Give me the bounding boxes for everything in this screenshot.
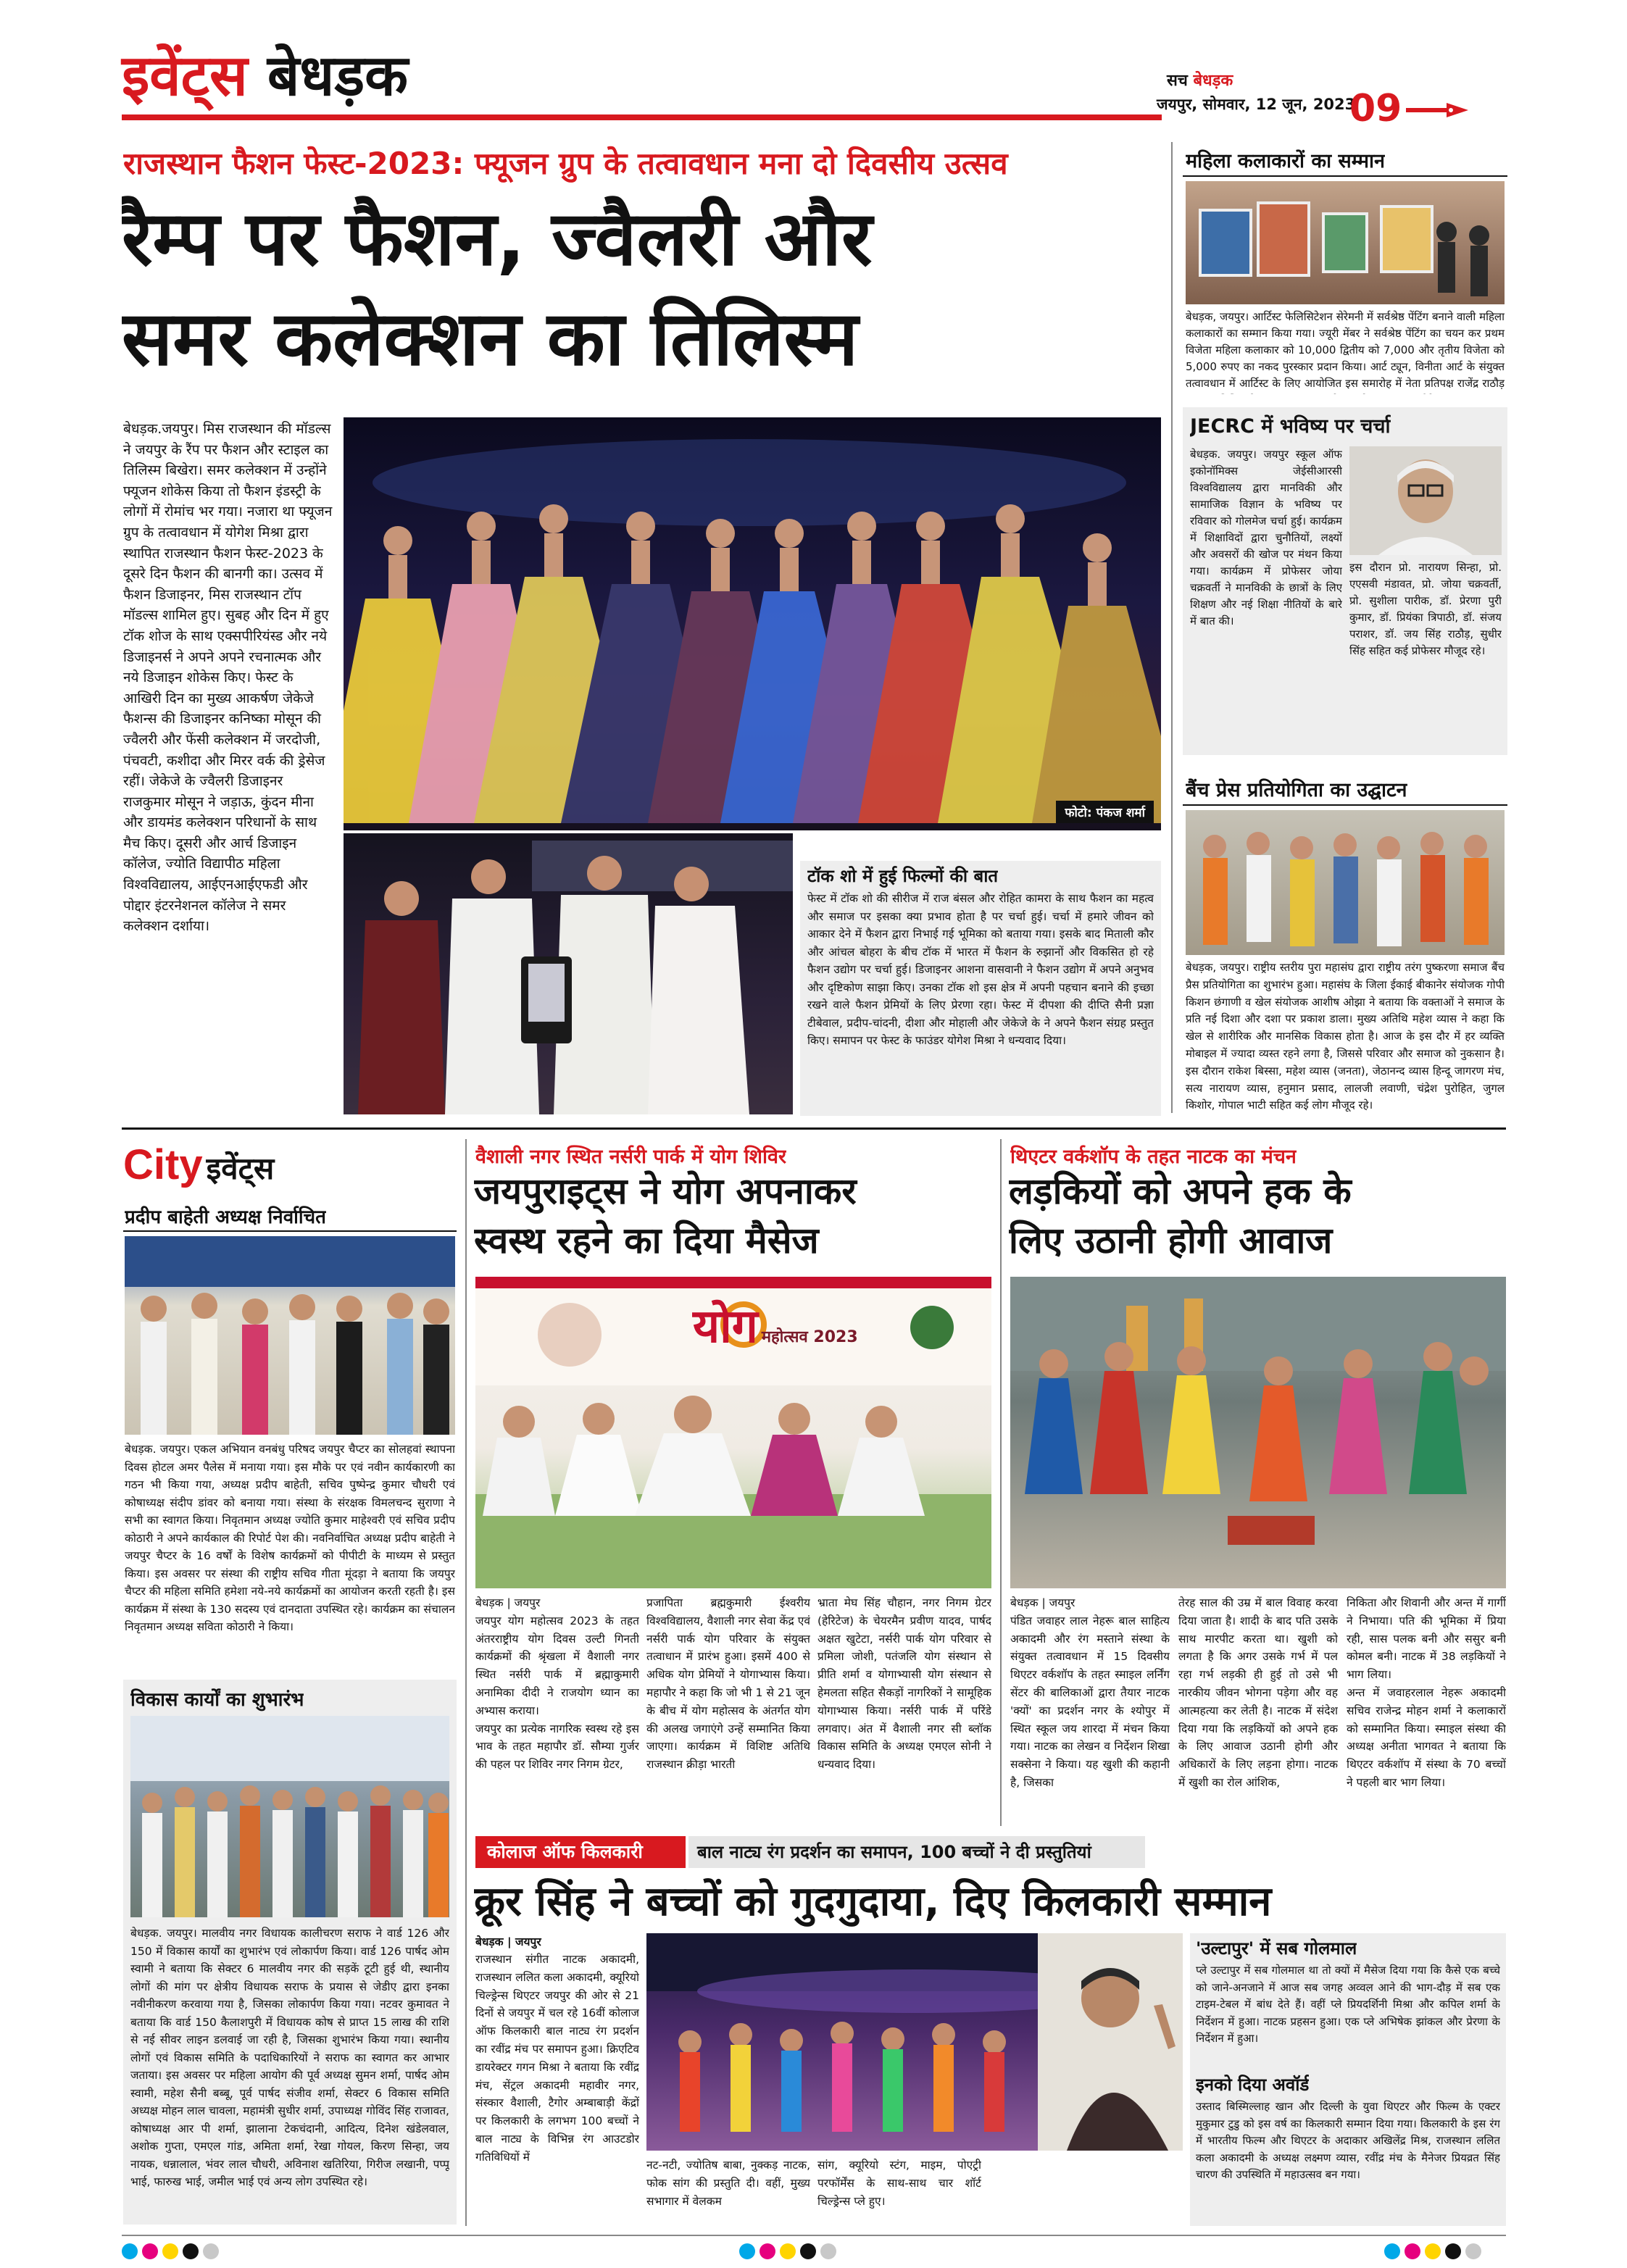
brand-events: इवेंट्स — [122, 43, 248, 109]
heading-rule — [123, 1230, 457, 1232]
cyan-dot — [1384, 2243, 1400, 2259]
theatre-col-3: निकिता और शिवानी और अन्त में गार्गी ने निभाया। पति की भूमिका में प्रिया रही, सास पलक बनी और ससुर बनी कोमल बनी। नाटक में 38 लड़कियों ने भाग लिया। अन्त में जवाहरलाल नेहरू अकादमी सचिव राजेन्द्र मोहन शर्मा ने कलाकारों को सम्मानित किया। स्माइल संस्था की अध्यक्ष अनीता भागवत ने बताया कि थिएटर वर्कशॉप में संस्था के 70 बच्चों ने पहली बार भाग लिया। — [1347, 1596, 1506, 1789]
kilkari-col-2: नट-नटी, ज्योतिष बाबा, नुक्कड़ नाटक, फोक सांग की प्रस्तुति दी। वहीं, मुख्य सभागार में वेलकम — [646, 2159, 810, 2208]
award-stage-illustration — [344, 833, 793, 1114]
city-story2-body: बेधड़क. जयपुर। मालवीय नगर विधायक कालीचरण सराफ ने वार्ड 126 और 150 में विकास कार्यों का शुभारंभ एवं लोकार्पण किया। वार्ड 126 पार्षद ओम स्वामी ने बताया कि सेक्टर 6 मालवीय नगर की सड़कें टूटी हुई थी, स्थानीय लोगों की मांग पर क्षेत्रीय विधायक सराफ के प्रयास से जेडीए द्वारा इनका नवीनीकरण करवाया गया है, जिसका लोकार्पण किया गया। नटवर कुमावत ने बताया कि वार्ड 150 कैलाशपुरी में विधायक कोष से प्राप्त 15 लाख की राशि से नई सीवर लाइन डलवाई जा रही है, जिसका शुभारंभ किया गया। स्थानीय लोगों एवं विकास समिति के पदाधिकारियों ने सराफ का स्वागत कर आभार जताया। इस अवसर पर महिला आयोग की पूर्व अध्यक्ष सुमन शर्मा, पार्षद ओम स्वामी, महेश सैनी बब्बू, पूर्व पार्षद संजीव शर्मा, सेक्टर 6 विकास समिति अध्यक्ष मोहन लाल चावला, महामंत्री सुधीर शर्मा, उपाध्यक्ष गोविंद सिंह राजावत, कोषाध्यक्ष आर पी शर्मा, झालाना टेकचंदानी, आदित्य, दिनेश खंडेलवाल, अशोक गुप्ता, एमएल गांड, अमिता शर्मा, रेखा गोयल, किरण सिन्हा, जय नायक, धन्नालाल, भंवर लाल चौधरी, अविनाश खतिरिया, गिरीज लखानी, पप्पू भाई, फारुख भाई, जमील भाई एवं अन्य लोग उपस्थित रहे। — [130, 1927, 449, 2188]
kilkari-dateline: बेधड़क | जयपुर — [475, 1935, 541, 1948]
lead-body: बेधड़क.जयपुर। मिस राजस्थान की मॉडल्स ने जयपुर के रैंप पर फैशन और स्टाइल का तिलिस्म बिखेरा। समर कलेक्शन में उन्होंने फ्यूजन शोकेस किया तो फैशन इंडस्ट्री के लोगों में रोमांच भर गया। नजारा था फ्यूजन ग्रुप के तत्वावधान में योगेश मिश्रा द्वारा स्थापित राजस्थान फैशन फेस्ट-2023 के दूसरे दिन फैशन की बानगी का। उत्सव में फैशन डिजाइनर, मिस राजस्थान टॉप मॉडल्स शामिल हुए। सुबह और दिन में हुए टॉक शोज के साथ एक्सपीरियंस्ड और नये डिजाइनर्स ने अपने अपने रचनात्मक और नये डिजाइन शोकेस किए। फेस्ट के आखिरी दिन का मुख्य आकर्षण जेकेजे फैशन्स की डिजाइनर कनिष्का मोसून की ज्वैलरी और फेंसी कलेक्शन में जरदोजी, पंचवटी, कशीदा और मिरर वर्क की ड्रेसेज रहीं। जेकेजे के ज्वैलरी डिजाइनर राजकुमार मोसून ने जड़ाऊ, कुंदन मीना और डायमंड कलेक्शन परिधानों के साथ मैच किए। दूसरी और आर्च डिजाइन कॉलेज, ज्योति विद्यापीठ महिला विश्वविद्यालय, आईएनआईएफडी और पोद्दार इंटरनेशनल कॉलेज ने समर कलेक्शन दर्शाया। — [123, 421, 333, 935]
magenta-dot — [760, 2243, 775, 2259]
award-heading: इनको दिया अवॉर्ड — [1196, 2075, 1310, 2095]
talk-show-heading: टॉक शो में हुई फिल्मों की बात — [807, 866, 999, 886]
cyan-dot — [739, 2243, 755, 2259]
talk-show-body: फेस्ट में टॉक शो की सीरीज में राज बंसल और रोहित कामरा के साथ फैशन का महत्व और समाज पर इसका क्या प्रभाव होता है पर चर्चा हुई। चर्चा में हमारे जीवन को आकार देने में फैशन द्वारा निभाई गई भूमिका को बताया गया। इसके बाद मिताली कौर और आंचल बोहरा के बीच टॉक में भारत में फैशन के रुझानों और विकसित हो रहे फैशन उद्योग पर चर्चा हुई। डिजाइनर आशना वासवानी ने फैशन उद्योग में अपने अनुभव और दृष्टिकोण साझा किए। उनका टॉक शो इस क्षेत्र में अपनी पहचान बनाने की इच्छा रखने वाले फैशन प्रेमियों के लिए प्रेरणा रहा। फेस्ट में दीपशा की दीप्ति सैनी प्रज्ञा टीबेवाल, प्रदीप-चांदनी, दीशा और मोहाली और जेकेजे के ने अपने फैशन संग्रह प्रस्तुत किए। समापन पर फेस्ट के फाउंडर योगेश मिश्रा ने धन्यवाद दिया। — [807, 892, 1154, 1047]
group-photo-illustration — [125, 1236, 455, 1435]
ekal-abhiyan-photo — [125, 1236, 455, 1435]
registration-marks-center — [739, 2243, 841, 2262]
talk-show-box — [800, 861, 1161, 1116]
city-events-logo — [123, 1141, 274, 1189]
page-number: 09 — [1349, 87, 1402, 130]
magenta-dot — [142, 2243, 158, 2259]
art-exhibition-illustration — [1186, 181, 1505, 304]
theatre-col-2: तेरह साल की उम्र में बाल विवाह करवा दिया जाता है। शादी के बाद पति उसके साथ मारपीट करता था। खुशी को लगता है कि अगर उसके गर्भ में पल रहा गर्भ लड़की ही हुई तो उसे भी नारकीय जीवन भोगना पड़ेगा और वह आत्महत्या कर लेती है। नाटक में संदेश दिया गया कि लड़कियों को अपने हक के लिए आवाज उठानी होगी और अधिकारों के लिए लड़ना होगा। नाटक में खुशी का रोल आंशिक, — [1178, 1596, 1338, 1789]
bench-press-heading: बैंच प्रेस प्रतियोगिता का उद्घाटन — [1186, 779, 1407, 801]
yoga-camp-photo — [475, 1277, 991, 1588]
city-story1-body: बेधड़क. जयपुर। एकल अभियान वनबंधु परिषद जयपुर चैप्टर का सोलहवां स्थापना दिवस होटल अमर पैलेस में मनाया गया। इस मौके पर एवं नवीन कार्यकारणी का गठन भी किया गया, अध्यक्ष प्रदीप बाहेती, सचिव पुष्पेन्द्र कुमार चौधरी एवं कोषाध्यक्ष संदीप डांवर को बनाया गया। संस्था के संरक्षक विमलचन्द सुराणा ने सभी का स्वागत किया। निवृतमान अध्यक्ष ज्योति कुमार माहेश्वरी एवं सचिव प्रदीप कोठारी ने अपने कार्यकाल की रिपोर्ट पेश की। नवनिर्वाचित अध्यक्ष प्रदीप बाहेती ने जयपुर चैप्टर के 16 वर्षों के विशेष कार्यक्रमों को पीपीटी के माध्यम से प्रस्तुत किया। इस अवसर पर संस्था की राष्ट्रीय सचिव गीता मूंदड़ा ने बताया कि जयपुर चैप्टर की महिला समिति हमेशा नये-नये कार्यक्रमों का आयोजन करती रहती है। इस कार्यक्रम में संस्था के 130 सदस्य एवं दानदाता उपस्थित रहे। कार्यक्रम का संचालन निवृतमान अध्यक्ष सविता कोठारी ने किया। — [125, 1443, 455, 1633]
horizontal-divider-1 — [122, 1127, 1506, 1130]
section-brand — [122, 43, 408, 109]
bench-press-body: बेधड़क, जयपुर। राष्ट्रीय स्तरीय पुरा महासंघ द्वारा राष्ट्रीय तरंग पुष्करणा समाज बैंच प्रैस प्रतियोगिता का शुभारंभ हुआ। महासंघ के जिला ईकाई बीकानेर संयोजक गोपी किशन छंगाणी व खेल संयोजक आशीष ओझा ने बताया कि वक्ताओं ने समाज के प्रति नई दिशा और दशा पर प्रकाश डाला। मुख्य अतिथि महेश व्यास ने कहा कि खेल से शारीरिक और मानसिक विकास होता है। आज के इस दौर में हर व्यक्ति मोबाइल में ज्यादा व्यस्त रहने लगा है, जिससे परिवार और समाज को नुकसान है। इस दौरान राकेश बिस्सा, महेश व्यास (जनता), जेठानन्द व्यास हिन्दू जागरण मंच, सत्य नारायण व्यास, हनुमान प्रसाद, लालजी लवाणी, चंद्रेश पुरोहित, जुगल किशोर, गोपाल भाटी सहित कई लोग मौजूद रहे। — [1186, 961, 1505, 1112]
magenta-dot — [1405, 2243, 1420, 2259]
masthead — [0, 0, 1627, 130]
fashion-ramp-illustration — [344, 417, 1161, 830]
theatre-play-photo — [1010, 1277, 1506, 1588]
ultapur-body: प्ले उल्टापुर में सब गोलमाल था तो क्यों में मैसेज दिया गया कि कैसे एक बच्चे को जाने-अनजाने में आज सब जगह अव्वल आने की भाग-दौड़ में सब एक टाइम-टेबल में बांध देते हैं। वहीं प्ले प्रियदर्शिनी मिश्रा और कपिल शर्मा के निर्देशन में हुआ। नाटक प्रहसन हुआ। एक प्ले अभिषेक झांकल और प्रेरणा के निर्देशन में हुआ। — [1196, 1964, 1500, 2046]
dateline: जयपुर, सोमवार, 12 जून, 2023 — [1157, 96, 1356, 113]
portrait-illustration — [1349, 446, 1502, 555]
masthead-rule — [122, 114, 1162, 120]
city-story1-heading: प्रदीप बाहेती अध्यक्ष निर्वाचित — [125, 1206, 326, 1228]
kilkari-tag: कोलाज ऑफ किलकारी — [475, 1836, 686, 1868]
black-dot — [183, 2243, 199, 2259]
jecrc-box — [1183, 407, 1507, 755]
yoga-theatre-divider — [1000, 1139, 1002, 1826]
cyan-dot — [122, 2243, 138, 2259]
grey-dot — [1465, 2243, 1481, 2259]
yoga-headline: जयपुराइट्स ने योग अपनाकर स्वस्थ रहने का दिया मैसेज — [474, 1170, 857, 1262]
yoga-col-2: प्रजापिता ब्रह्मकुमारी ईश्वरीय विश्वविद्यालय, वैशाली नगर सेवा केंद्र एवं नर्सरी पार्क योग परिवार के संयुक्त तत्वाधान में प्रारंभ हुआ। इसमें 400 से अधिक योग प्रेमियों ने योगाभ्यास किया। महापौर ने कहा कि जो भी 1 से 21 जून के बीच में योग महोत्सव के अंतर्गत योग की अलख जगाएंगे उन्हें सम्मानित किया जाएगा। कार्यक्रम में विशिष्ट अतिथि राजस्थान क्रीड़ा भारती — [646, 1596, 810, 1772]
footer-rule — [122, 2235, 1506, 2236]
bench-press-box — [1183, 770, 1507, 1116]
lead-headline: रैम्प पर फैशन, ज्वैलरी और समर कलेक्शन का तिलिस्म — [122, 194, 873, 383]
theatre-kicker: थिएटर वर्कशॉप के तहत नाटक का मंचन — [1010, 1146, 1297, 1168]
kilkari-kicker: बाल नाट्य रंग प्रदर्शन का समापन, 100 बच्चों ने दी प्रस्तुतियां — [688, 1836, 1145, 1868]
yellow-dot — [1425, 2243, 1441, 2259]
award-stage-photo — [344, 833, 793, 1114]
vikas-karya-photo — [130, 1716, 449, 1917]
theatre-headline: लड़कियों को अपने हक के लिए उठानी होगी आवाज — [1009, 1170, 1352, 1262]
brand-bedhadak: बेधड़क — [267, 43, 409, 109]
photo-credit: फोटो: पंकज शर्मा — [1056, 801, 1154, 823]
yellow-dot — [780, 2243, 796, 2259]
jecrc-body: बेधड़क. जयपुर। जयपुर स्कूल ऑफ इकोनॉमिक्स जेईसीआरसी विश्वविद्यालय द्वारा मानविकी और सामाजिक विज्ञान के भविष्य पर रविवार को गोलमेज चर्चा हुई। कार्यक्रम में शिक्षाविदों द्वारा चुनौतियों, लक्ष्यों और अवसरों की खोज पर मंथन किया गया। कार्यक्रम में प्रोफेसर जोया चक्रवर्ती ने मानविकी के छात्रों के लिए शिक्षण और नई शिक्षा नीतियों के बारे में बात की। — [1190, 448, 1342, 628]
jecrc-side-body: इस दौरान प्रो. नारायण सिन्हा, प्रो. एएसवी मंडावत, प्रो. जोया चक्रवर्ती, प्रो. सुशीला पारीक, डॉ. प्रेरणा पुरी कुमार, डॉ. प्रियंका त्रिपाठी, डॉ. संजय पराशर, डॉ. जय सिंह राठौड़, सुधीर सिंह सहित कई प्रोफेसर मौजूद रहे। — [1349, 561, 1502, 657]
paper-name: सच बेधड़क — [1167, 72, 1233, 90]
right-col-divider — [1171, 142, 1173, 1113]
city-logo-word: City — [123, 1141, 203, 1188]
grey-dot — [820, 2243, 836, 2259]
professor-portrait — [1349, 446, 1502, 555]
events-logo-word: इवेंट्स — [206, 1151, 275, 1186]
women-artists-box — [1183, 142, 1507, 396]
art-exhibition-photo — [1186, 181, 1505, 304]
yellow-dot — [162, 2243, 178, 2259]
yoga-kicker: वैशाली नगर स्थित नर्सरी पार्क में योग शिविर — [475, 1146, 787, 1168]
kilkari-side-box — [1190, 1933, 1506, 2226]
city-story2-heading: विकास कार्यों का शुभारंभ — [130, 1689, 304, 1711]
yoga-col-3: भ्राता मेघ सिंह चौहान, नगर निगम ग्रेटर (हेरिटेज) के चेयरमैन प्रवीण यादव, पार्षद अक्षत खुटेटा, नर्सरी पार्क योग परिवार से प्रमिला जोशी, पतंजलि योग संस्थान से प्रीति शर्मा व योगाभ्यासी योग संस्थान से हेमलता सहित सैकड़ों नागरिकों ने सामूहिक योगाभ्यास किया। नर्सरी पार्क में परिंडे लगवाए। अंत में वैशाली नगर सी ब्लॉक विकास समिति के अध्यक्ष एमएल सोनी ने धन्यवाद दिया। — [817, 1596, 991, 1772]
city-col-divider — [465, 1139, 467, 2226]
vikas-box — [123, 1680, 457, 2225]
heading-rule — [1183, 804, 1507, 806]
kilkari-stage-photo — [646, 1933, 1183, 2151]
black-dot — [800, 2243, 816, 2259]
kilkari-col-3: सांग, क्यूरियो स्टंग, माइम, पोएट्री परफॉर्मेंस के साथ-साथ चार शॉर्ट चिल्ड्रेन्स प्ले हुए। — [817, 2159, 981, 2208]
registration-marks-left — [122, 2243, 223, 2262]
award-body: उस्ताद बिस्मिल्लाह खान और दिल्ली के युवा थिएटर और फिल्म के एक्टर मुकुमार टुडु को इस वर्ष का किलकारी सम्मान दिया गया। किलकारी के इस रंग में भारतीय फिल्म और थिएटर के अदाकार अखिलेंद्र मिश्र, राजस्थान ललित कला अकादमी के अध्यक्ष लक्ष्मण व्यास, रवींद्र मंच के मैनेजर प्रियव्रत सिंह चारण की उपस्थिति में महाउत्सव बन गया। — [1196, 2100, 1500, 2182]
theatre-col-1: बेधड़क | जयपुर पंडित जवाहर लाल नेहरू बाल साहित्य अकादमी और रंग मस्ताने संस्था के संयुक्त तत्वावधान में 15 दिवसीय थिएटर वर्कशॉप के तहत स्माइल लर्निंग सेंटर की बालिकाओं द्वारा तैयार नाटक 'क्यों' का प्रदर्शन नगर के श्योपुर में स्थित स्कूल जय शारदा में मंचन किया गया। नाटक का लेखन व निर्देशन शिखा सक्सेना ने किया। यह खुशी की कहानी है, जिसका — [1010, 1596, 1170, 1789]
vikas-illustration — [130, 1716, 449, 1917]
bench-press-illustration — [1186, 810, 1505, 955]
jecrc-heading: JECRC में भविष्य पर चर्चा — [1190, 415, 1391, 438]
fashion-ramp-photo — [344, 417, 1161, 830]
grey-dot — [203, 2243, 219, 2259]
registration-marks-right — [1384, 2243, 1486, 2262]
kilkari-col-1: राजस्थान संगीत नाटक अकादमी, राजस्थान ललित कला अकादमी, क्यूरियो चिल्ड्रेन्स थिएटर जयपुर की ओर से 21 दिनों से जयपुर में चल रहे 16वीं कोलाज ऑफ किलकारी बाल नाट्य रंग प्रदर्शन का रवींद्र मंच पर समापन हुआ। क्रिएटिव डायरेक्टर गगन मिश्रा ने बताया कि रवींद्र मंच, सेंट्रल अकादमी महावीर नगर, संस्कार वैशाली, टैगोर अम्बाबाड़ी केंद्रों पर किलकारी के लगभग 100 बच्चों ने बाल नाट्य के विभिन्न रंग आउटडोर गतिविधियों में — [475, 1953, 639, 2164]
kilkari-illustration — [646, 1933, 1183, 2151]
heading-rule — [1183, 175, 1507, 177]
theatre-illustration — [1010, 1277, 1506, 1588]
women-artists-heading: महिला कलाकारों का सम्मान — [1186, 150, 1385, 172]
kilkari-headline: क्रूर सिंह ने बच्चों को गुदगुदाया, दिए किलकारी सम्मान — [474, 1878, 1272, 1925]
yoga-banner-text: योग महोत्सव 2023 — [693, 1300, 858, 1354]
pen-nib-icon — [1406, 100, 1471, 120]
women-artists-body: बेधड़क, जयपुर। आर्टिस्ट फेलिसिटेशन सेरेमनी में सर्वश्रेष्ठ पेंटिंग बनाने वाली महिला कलाकारों का सम्मान किया गया। ज्यूरी मेंबर ने सर्वश्रेष्ठ पेंटिंग का चयन कर प्रथम विजेता महिला कलाकार को 10,000 द्वितीय को 7,000 और तृतीय विजेता को 5,000 रुपए का नकद पुरस्कार प्रदान किया। आर्ट ट्यून, विनीता आर्ट के संयुक्त तत्वावधान में आर्टिस्ट के लिए आयोजित इस समारोह में नेता प्रतिपक्ष राजेंद्र राठौड़ — [1186, 310, 1505, 390]
bench-press-photo — [1186, 810, 1505, 955]
lead-kicker: राजस्थान फैशन फेस्ट-2023: फ्यूजन ग्रुप के तत्वावधान मना दो दिवसीय उत्सव — [123, 146, 1008, 181]
ultapur-heading: 'उल्टापुर' में सब गोलमाल — [1196, 1938, 1357, 1959]
yoga-col-1: बेधड़क | जयपुर जयपुर योग महोत्सव 2023 के तहत अंतरराष्ट्रीय योग दिवस उल्टी गिनती कार्यक्रमों की श्रृंखला में वैशाली नगर स्थित नर्सरी पार्क में ब्रह्माकुमारी अनामिका दीदी ने राजयोग ध्यान का अभ्यास कराया। जयपुर का प्रत्येक नागरिक स्वस्थ रहे इस भाव के तहत महापौर डॉ. सौम्या गुर्जर की पहल पर शिविर नगर निगम ग्रेटर, — [475, 1596, 639, 1772]
black-dot — [1445, 2243, 1461, 2259]
